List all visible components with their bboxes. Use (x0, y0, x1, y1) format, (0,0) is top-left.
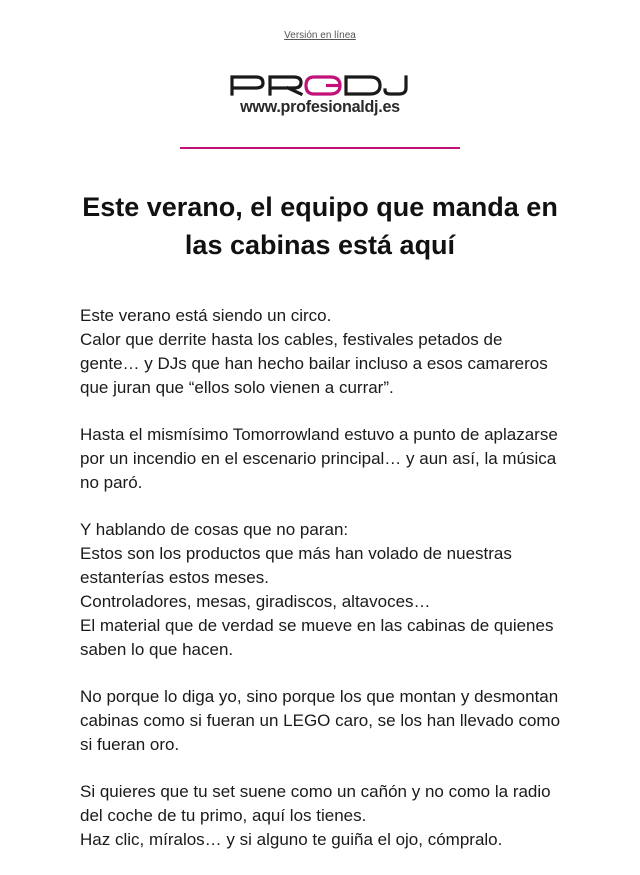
paragraph (80, 304, 564, 400)
email-body (80, 304, 564, 875)
body-line: El material que de verdad se mueve en las cabinas de quienes saben lo que hacen. (80, 616, 554, 659)
body-line: Calor que derrite hasta los cables, festivales petados de gente… y DJs que han hecho bailar incluso a esos camareros que juran que “ellos solo vienen a currar”. (80, 330, 548, 397)
body-line: No porque lo diga yo, sino porque los que montan y desmontan cabinas como si fueran un LEGO caro, se los han llevado como si fueran oro. (80, 687, 561, 754)
body-line: Y hablando de cosas que no paran: (80, 520, 349, 539)
paragraph (80, 423, 564, 495)
body-line: Si quieres que tu set suene como un cañón y no como la radio del coche de tu primo, aquí los tienes. (80, 782, 551, 825)
headline: Este verano, el equipo que manda en las cabinas está aquí (82, 192, 558, 260)
body-line: Este verano está siendo un circo. (80, 306, 332, 325)
paragraph (80, 685, 564, 757)
body-line: Haz clic, míralos… y si alguno te guiña el ojo, cómpralo. (80, 830, 503, 849)
prodj-logo[interactable] (0, 74, 640, 117)
paragraph (80, 780, 564, 852)
paragraph (80, 518, 564, 662)
header-divider (180, 147, 460, 149)
logo-url: www.profesionaldj.es (240, 97, 400, 116)
prodj-logo-mark (230, 74, 410, 96)
body-line: Estos son los productos que más han volado de nuestras estanterías estos meses. (80, 544, 512, 587)
body-line: Hasta el mismísimo Tomorrowland estuvo a punto de aplazarse por un incendio en el escenario principal… y aun así, la música no paró. (80, 425, 558, 492)
body-line: Controladores, mesas, giradiscos, altavoces… (80, 592, 431, 611)
online-version-link[interactable]: Versión en línea (284, 30, 356, 41)
